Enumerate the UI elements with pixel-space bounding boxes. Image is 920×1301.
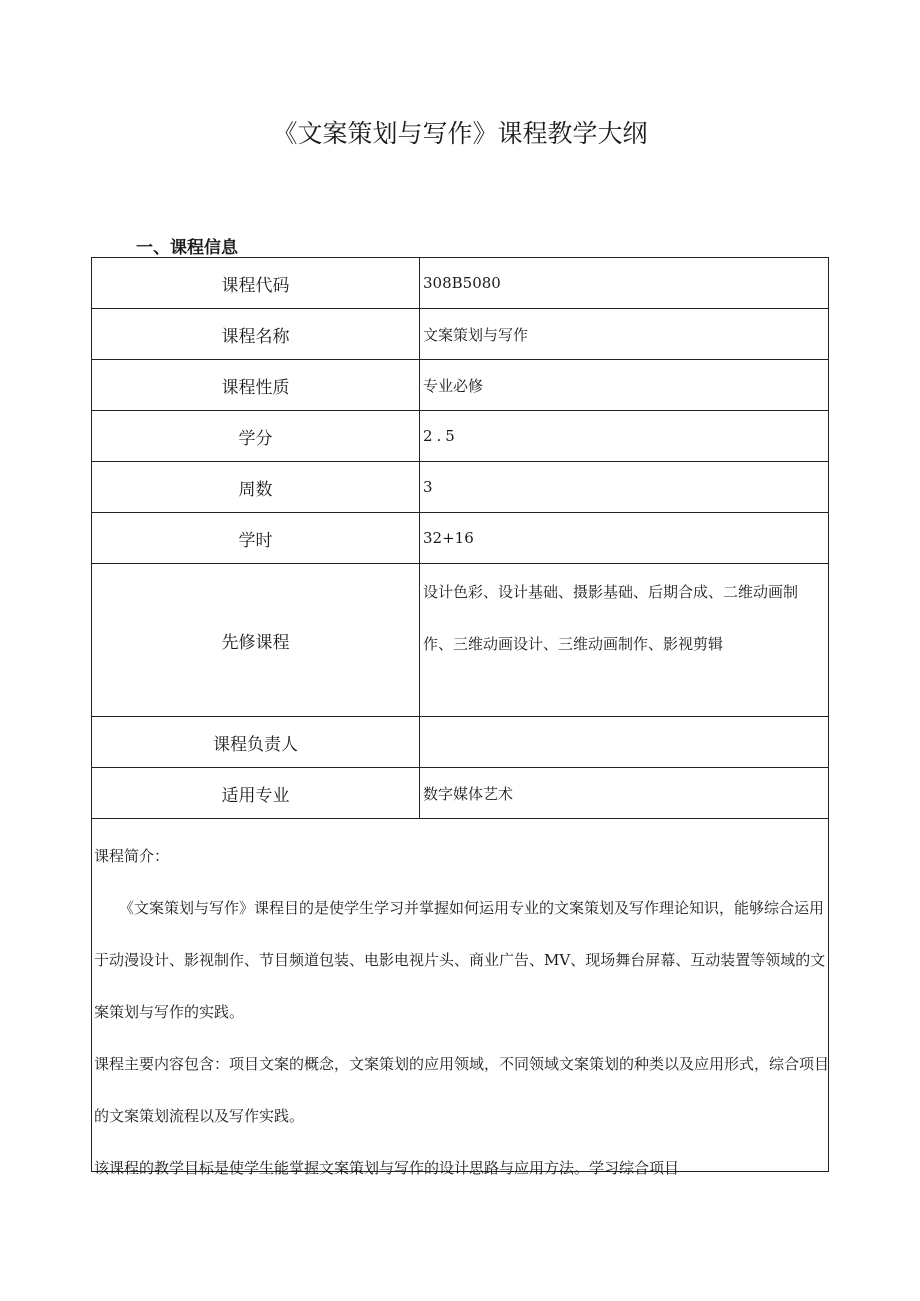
description-heading: 课程简介：	[94, 847, 170, 865]
course-description	[91, 819, 830, 1177]
document-title: 《文案策划与写作》课程教学大纲	[272, 119, 648, 148]
prerequisites-value: 设计色彩、设计基础、摄影基础、后期合成、二维动画制作、三维动画设计、三维动画制作、影视剪辑	[420, 564, 829, 717]
table-row	[92, 513, 829, 564]
hours-value: 32+16	[420, 513, 829, 564]
course-info-table	[91, 257, 829, 819]
course-lead-value	[420, 717, 829, 768]
description-paragraph: 《文案策划与写作》课程目的是使学生学习并掌握如何运用专业的文案策划及写作理论知识，能够综合运用于动漫设计、影视制作、节目频道包装、电影电视片头、商业广告、MV、现场舞台屏幕、互动装置等领域的文案策划与写作的实践。	[94, 899, 826, 1021]
table-row	[92, 717, 829, 768]
table-row	[92, 360, 829, 411]
row-label: 周数	[92, 462, 420, 513]
row-label: 课程代码	[92, 258, 420, 309]
table-row	[92, 564, 829, 717]
course-type-value: 专业必修	[420, 360, 829, 411]
description-paragraph: 该课程的教学目标是使学生能掌握文案策划与写作的设计思路与应用方法。学习综合项目	[94, 1159, 680, 1177]
row-label: 学时	[92, 513, 420, 564]
row-label: 适用专业	[92, 768, 420, 819]
table-row	[92, 258, 829, 309]
course-name-value: 文案策划与写作	[420, 309, 829, 360]
weeks-value: 3	[420, 462, 829, 513]
table-row	[92, 462, 829, 513]
row-label: 先修课程	[92, 564, 420, 717]
row-label: 课程性质	[92, 360, 420, 411]
table-row	[92, 309, 829, 360]
description-paragraph: 课程主要内容包含：项目文案的概念，文案策划的应用领域，不同领域文案策划的种类以及应用形式，综合项目的文案策划流程以及写作实践。	[94, 1055, 830, 1125]
row-label: 课程负责人	[92, 717, 420, 768]
row-label: 课程名称	[92, 309, 420, 360]
course-code-value: 308B5080	[420, 258, 829, 309]
section-heading: 一、课程信息	[136, 238, 238, 258]
credits-value: 2.5	[420, 411, 829, 462]
row-label: 学分	[92, 411, 420, 462]
major-value: 数字媒体艺术	[420, 768, 829, 819]
table-row	[92, 768, 829, 819]
table-row	[92, 411, 829, 462]
